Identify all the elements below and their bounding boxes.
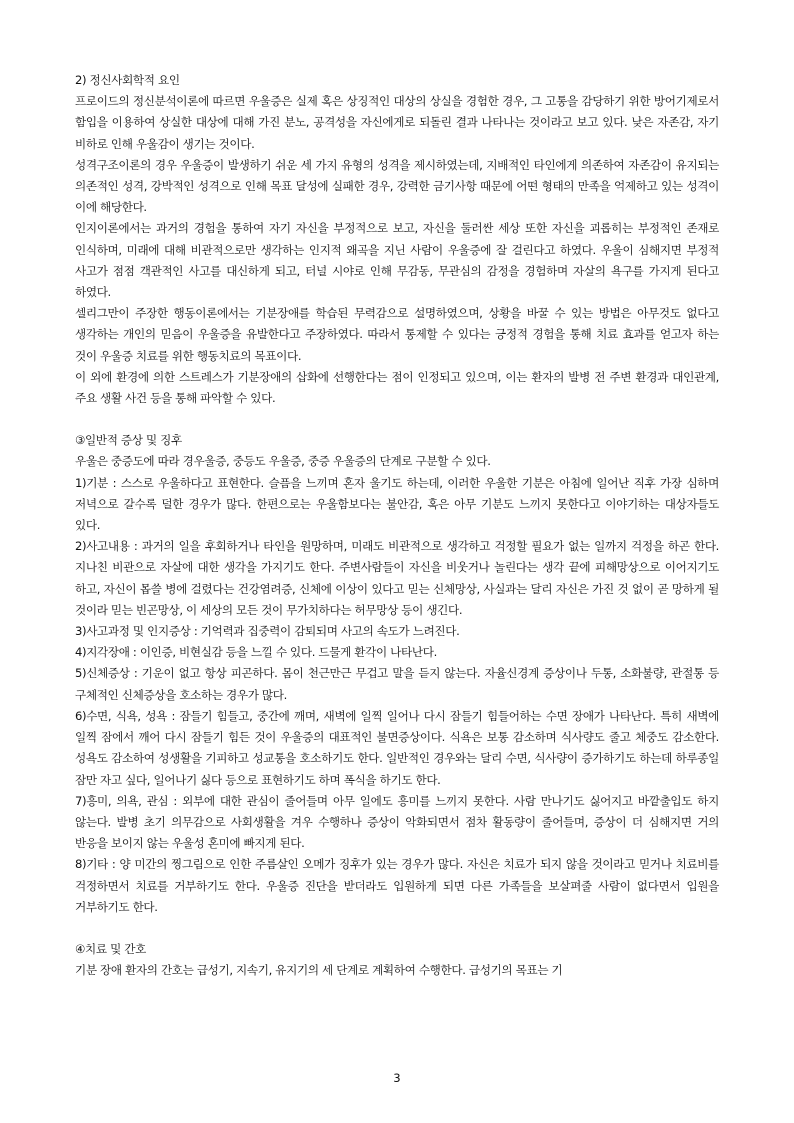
symptom-item-thought-process: 3)사고과정 및 인지증상 : 기억력과 집중력이 감퇴되며 사고의 속도가 느려진다. xyxy=(75,624,460,639)
symptom-item-other: 8)기타 : 양 미간의 찡그림으로 인한 주름살인 오메가 징후가 있는 경우가 많다. 자신은 치료가 되지 않을 것이라고 믿거나 치료비를 걱정하면서 치료를 거부하기도 한다. 우울증 진단을 받더라도 입원하게 되면 다른 가족들을 보살펴줄 사람이 없다면서 입원을 거부하기도 한다. xyxy=(75,857,719,914)
paragraph-environmental-stress: 이 외에 환경에 의한 스트레스가 기분장애의 삽화에 선행한다는 점이 인정되고 있으며, 이는 환자의 발병 전 주변 환경과 대인관계, 주요 생활 사건 등을 통해 파악할 수 있다. xyxy=(75,369,719,406)
section-heading-treatment: ④치료 및 간호 xyxy=(75,941,146,956)
symptom-item-interest-motivation: 7)흥미, 의욕, 관심 : 외부에 대한 관심이 줄어들며 아무 일에도 흥미를 느끼지 못한다. 사람 만나기도 싫어지고 바깥출입도 하지 않는다. 발병 초기 의무감으로 사회생활을 겨우 수행하나 증상이 악화되면서 점차 활동량이 줄어들며, 증상이 더 심해지면 거의 반응을 보이지 않는 우울성 혼미에 빠지게 된다. xyxy=(75,793,719,851)
symptom-item-perception: 4)지각장애 : 이인증, 비현실감 등을 느낄 수 있다. 드물게 환각이 나타난다. xyxy=(75,645,437,660)
section-spacer xyxy=(75,918,719,939)
symptom-item-thought-content: 2)사고내용 : 과거의 일을 후회하거나 타인을 원망하며, 미래도 비관적으로 생각하고 걱정할 필요가 없는 일까지 걱정을 하곤 한다. 지나친 비관으로 자살에 대한 생각을 가지기도 한다. 주변사람들이 자신을 비웃거나 놀린다는 생각 끝에 피해망상으로 이어지기도 하고, 자신이 몹쓸 병에 걸렸다는 건강염려증, 신체에 이상이 있다고 믿는 신체망상, 사실과는 달리 자신은 가진 것 없이 곧 망하게 될 것이라 믿는 빈곤망상, 이 세상의 모든 것이 무가치하다는 허무망상 등이 생긴다. xyxy=(75,539,719,617)
symptom-item-mood: 1)기분 : 스스로 우울하다고 표현한다. 슬픔을 느끼며 혼자 울기도 하는데, 이러한 우울한 기분은 아침에 일어난 직후 가장 심하며 저녁으로 갈수록 덜한 경우가 많다. 한편으로는 우울함보다는 불안감, 혹은 아무 기분도 느끼지 못한다고 이야기하는 대상자들도 있다. xyxy=(75,475,719,533)
symptom-item-sleep-appetite-libido: 6)수면, 식욕, 성욕 : 잠들기 힘들고, 중간에 깨며, 새벽에 일찍 일어나 다시 잠들기 힘들어하는 수면 장애가 나타난다. 특히 새벽에 일찍 잠에서 깨어 다시 잠들기 힘든 것이 우울증의 대표적인 불면증상이다. 식욕은 보통 감소하며 식사량도 줄고 체중도 감소한다. 성욕도 감소하여 성생활을 기피하고 성교통을 호소하기도 한다. 일반적인 경우와는 달리 수면, 식사량이 증가하기도 하는데 하루종일 잠만 자고 싶다, 일어나기 싫다 등으로 표현하기도 하며 폭식을 하기도 한다. xyxy=(75,708,719,787)
paragraph-psychoanalytic: 프로이드의 정신분석이론에 따르면 우울증은 실제 혹은 상징적인 대상의 상실을 경험한 경우, 그 고통을 감당하기 위한 방어기제로서 함입을 이용하여 상실한 대상에 대해 가진 분노, 공격성을 자신에게로 되돌린 결과 나타나는 것이라고 보고 있다. 낮은 자존감, 자기 비하로 인해 우울감이 생기는 것이다. xyxy=(75,94,719,151)
symptom-item-physical: 5)신체증상 : 기운이 없고 항상 피곤하다. 몸이 천근만근 무겁고 말을 듣지 않는다. 자율신경계 증상이나 두통, 소화불량, 관절통 등 구체적인 신체증상을 호소하는 경우가 많다. xyxy=(75,666,719,702)
paragraph-treatment-intro: 기분 장애 환자의 간호는 급성기, 지속기, 유지기의 세 단계로 계획하여 수행한다. 급성기의 목표는 기 xyxy=(75,963,563,978)
paragraph-behavioral-theory: 셀리그만이 주장한 행동이론에서는 기분장애를 학습된 무력감으로 설명하였으며, 상황을 바꿀 수 있는 방법은 아무것도 없다고 생각하는 개인의 믿음이 우울증을 유발한다고 주장하였다. 따라서 통제할 수 있다는 긍정적 경험을 통해 치료 효과를 얻고자 하는 것이 우울증 치료를 위한 행동치료의 목표이다. xyxy=(75,306,719,363)
paragraph-personality-structure: 성격구조이론의 경우 우울증이 발생하기 쉬운 세 가지 유형의 성격을 제시하였는데, 지배적인 타인에게 의존하여 자존감이 유지되는 의존적인 성격, 강박적인 성격으로 인해 목표 달성에 실패한 경우, 강력한 금기사항 때문에 어떤 형태의 만족을 억제하고 있는 성격이 이에 해당한다. xyxy=(75,157,719,215)
paragraph-cognitive-theory: 인지이론에서는 과거의 경험을 통하여 자기 자신을 부정적으로 보고, 자신을 둘러싼 세상 또한 자신을 괴롭히는 부정적인 존재로 인식하며, 미래에 대해 비관적으로만 생각하는 인지적 왜곡을 지닌 사람이 우울증에 잘 걸린다고 하였다. 우울이 심해지면 부정적 사고가 점점 객관적인 사고를 대신하게 되고, 터널 시야로 인해 무감동, 무관심의 감정을 경험하며 자살의 욕구를 가지게 된다고 하였다. xyxy=(75,221,719,300)
section-heading-symptoms: ③일반적 증상 및 징후 xyxy=(75,433,182,448)
paragraph-symptoms-intro: 우울은 중증도에 따라 경우울증, 중등도 우울증, 중증 우울증의 단계로 구분할 수 있다. xyxy=(75,454,491,469)
section-heading-psychosocial: 2) 정신사회학적 요인 xyxy=(75,73,180,87)
page-content xyxy=(75,70,719,981)
section-spacer xyxy=(75,409,719,430)
page-number: 3 xyxy=(393,1071,401,1085)
